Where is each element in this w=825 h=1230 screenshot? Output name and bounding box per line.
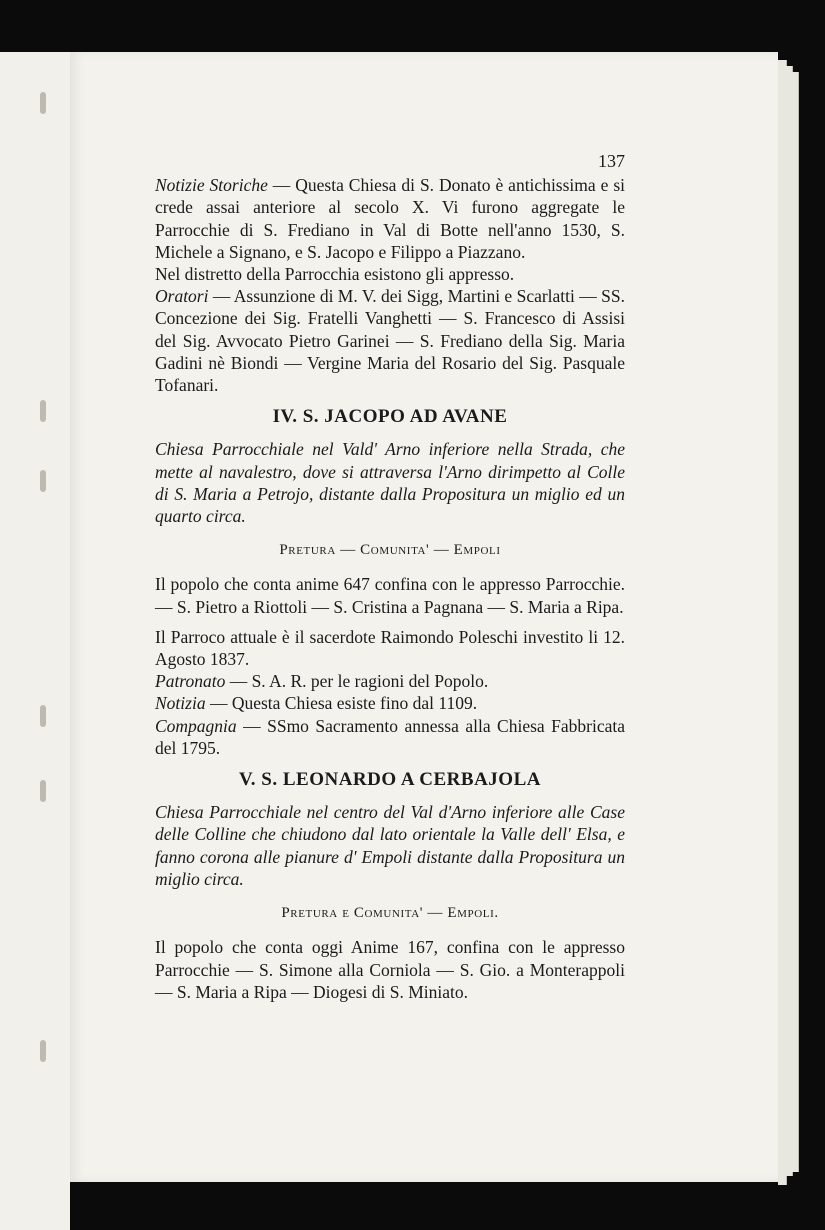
patronato-text: — S. A. R. per le ragioni del Popolo. [225,671,489,692]
section-v-description: Chiesa Parrocchiale nel centro del Val d'Arno inferiore alle Case delle Colline che chiudono dal lato orientale la Valle dell' Elsa, e fanno corona alle pianure d' Empoli distante dalla Propositura un miglio circa. [155,802,625,889]
patronato-label: Patronato [155,671,226,692]
section-iv-compagnia [155,715,625,759]
notizia-text: — Questa Chiesa esiste fino dal 1109. [205,693,478,714]
section-heading-v: V. S. LEONARDO A CERBAJOLA [239,769,541,791]
section-iv-notizia [155,692,625,714]
left-page-edge [0,52,70,1230]
section-iv-parroco: Il Parroco attuale è il sacerdote Raimondo Poleschi investito li 12. Agosto 1837. [155,626,625,670]
compagnia-text: — SSmo Sacramento annessa alla Chiesa Fabbricata del 1795. [155,715,625,758]
notizie-label: Notizie Storiche [155,175,268,196]
notizie-paragraph [155,174,625,263]
notizia-label: Notizia [155,693,206,714]
notizie-text: — Questa Chiesa di S. Donato è antichissima e si crede assai anteriore al secolo X. Vi furono aggregate le Parrocchie di S. Frediano in Val di Botte nell'anno 1530, S. Michele a Signano, e S. Jacopo e Filippo a Piazzano. [155,175,625,262]
oratori-paragraph [155,285,625,396]
section-iv-pretura: Pretura — Comunita' — Empoli [279,542,501,559]
oratori-text: — Assunzione di M. V. dei Sigg, Martini e Scarlatti — SS. Concezione dei Sig. Fratelli Vanghetti — S. Francesco di Assisi del Sig. Avvocato Pietro Garinei — S. Frediano della Sig. Maria Gadini nè Biondi — Vergine Maria del Rosario del Sig. Pasquale Tofanari. [155,286,625,396]
page-edge-strip [792,72,799,1172]
page-text [155,150,625,1003]
section-iv-description: Chiesa Parrocchiale nel Vald' Arno inferiore nella Strada, che mette al navalestro, dove si attraversa l'Arno dirimpetto al Colle di S. Maria a Petrojo, distante dalla Propositura un miglio ed un quarto circa. [155,439,625,527]
section-iv-patronato [155,670,625,692]
section-v-pretura: Pretura e Comunita' — Empoli. [281,905,499,922]
oratori-label: Oratori [155,286,209,307]
section-iv-popolo: Il popolo che conta anime 647 confina con le appresso Parrocchie. — S. Pietro a Riottoli — S. Cristina a Pagnana — S. Maria a Ripa. [155,574,625,617]
page-number: 137 [598,151,625,171]
compagnia-label: Compagnia [155,715,237,736]
section-heading-iv: IV. S. JACOPO AD AVANE [272,406,508,428]
section-v-popolo: Il popolo che conta oggi Anime 167, confina con le appresso Parrocchie — S. Simone alla Corniola — S. Gio. a Monterappoli — S. Maria a Ripa — Diogesi di S. Miniato. [155,937,625,1002]
distretto-paragraph: Nel distretto della Parrocchia esistono gli appresso. [155,264,515,285]
